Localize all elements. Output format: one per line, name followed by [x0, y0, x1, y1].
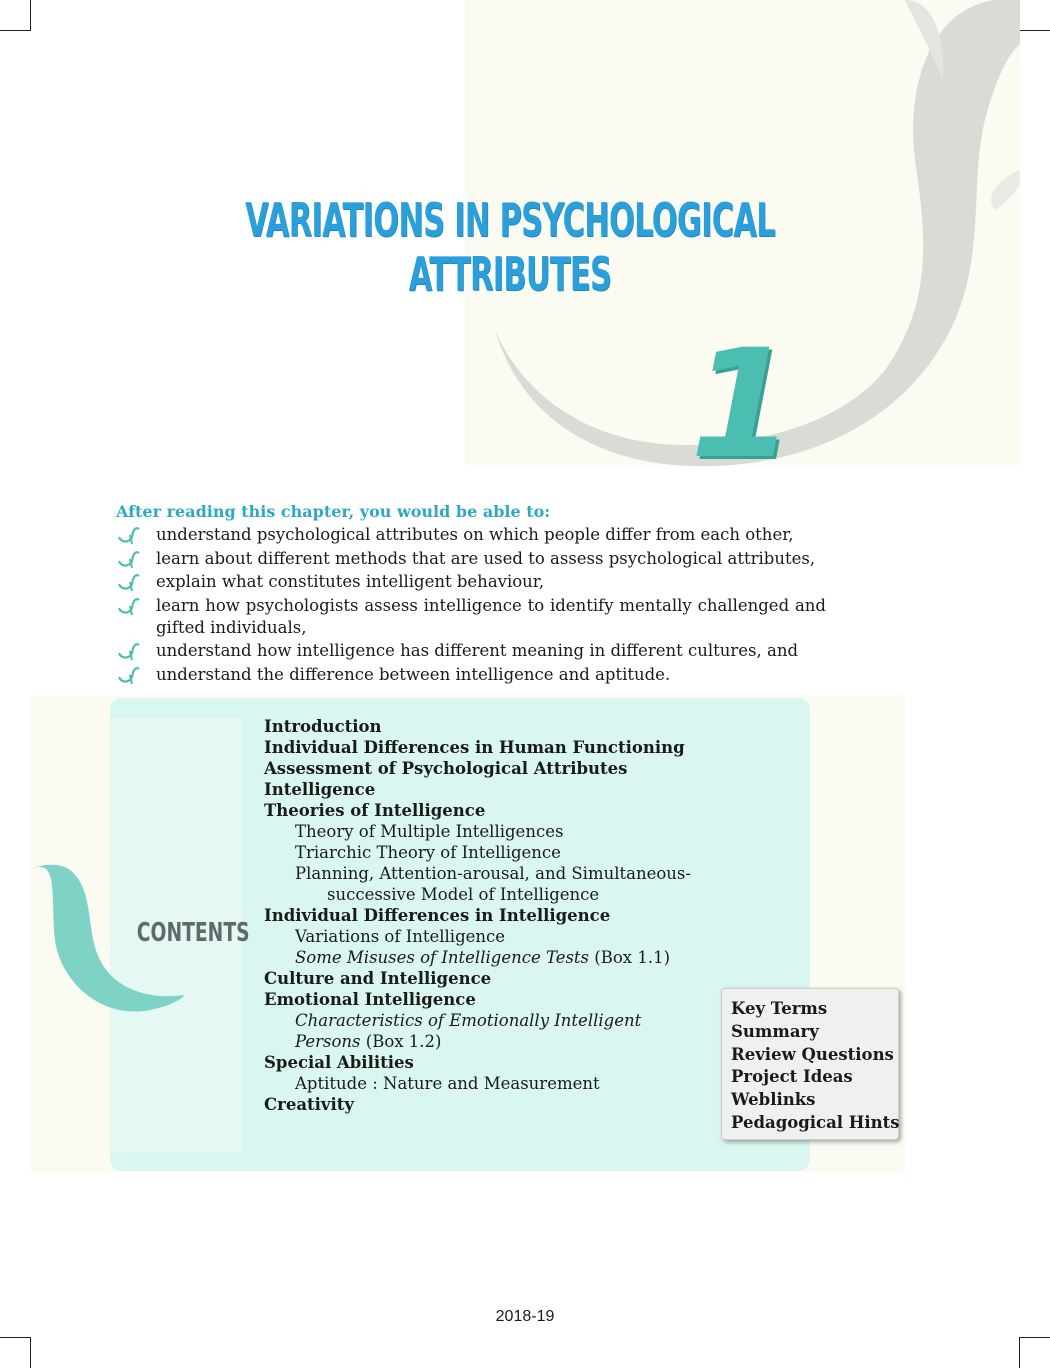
crop-mark-bottom-left [0, 1337, 31, 1368]
swirl-bullet-icon [118, 667, 140, 685]
end-matter-item[interactable]: Review Questions [731, 1044, 894, 1064]
objective-text: learn about different methods that are used to assess psychological attributes, [156, 548, 816, 568]
objective-item [116, 524, 826, 546]
crop-mark-top-right [1019, 0, 1050, 31]
swirl-bullet-icon [118, 643, 140, 661]
table-of-contents [264, 716, 724, 1115]
toc-item[interactable]: Creativity [264, 1095, 354, 1114]
toc-subitem-continued[interactable]: successive Model of Intelligence [327, 885, 600, 904]
swirl-bullet-icon [118, 551, 140, 569]
crop-mark-bottom-right [1019, 1337, 1050, 1368]
toc-item[interactable]: Introduction [264, 717, 382, 736]
toc-item[interactable]: Emotional Intelligence [264, 990, 476, 1009]
objectives-list [116, 524, 826, 687]
toc-item[interactable]: Culture and Intelligence [264, 969, 492, 988]
crop-mark-top-left [0, 0, 31, 31]
toc-box-ref: (Box 1.1) [589, 948, 671, 967]
toc-subitem[interactable]: Variations of Intelligence [295, 927, 506, 946]
objective-text: understand the difference between intelligence and aptitude. [156, 664, 671, 684]
end-matter-box [721, 988, 899, 1140]
end-matter-item[interactable]: Pedagogical Hints [731, 1112, 900, 1132]
objective-text: learn how psychologists assess intelligence to identify mentally challenged and gifted individuals, [156, 595, 826, 637]
toc-box-ref: (Box 1.2) [360, 1032, 442, 1051]
objective-item [116, 664, 826, 686]
toc-box-title: Persons [295, 1032, 361, 1051]
end-matter-item[interactable]: Project Ideas [731, 1067, 853, 1087]
toc-subitem[interactable]: Triarchic Theory of Intelligence [295, 843, 561, 862]
toc-subitem[interactable]: Planning, Attention-arousal, and Simultaneous- [295, 864, 691, 883]
objectives-heading: After reading this chapter, you would be able to: [116, 502, 551, 521]
toc-item[interactable]: Assessment of Psychological Attributes [264, 759, 628, 778]
toc-item[interactable]: Individual Differences in Human Functioning [264, 738, 685, 757]
toc-item[interactable]: Individual Differences in Intelligence [264, 906, 611, 925]
toc-box-item[interactable]: Characteristics of Emotionally Intelligent [295, 1011, 642, 1030]
objective-item [116, 640, 826, 662]
end-matter-item[interactable]: Key Terms [731, 999, 828, 1018]
chapter-title: VARIATIONS IN PSYCHOLOGICAL ATTRIBUTES [245, 193, 775, 301]
objective-item [116, 548, 826, 570]
swirl-bullet-icon [118, 574, 140, 592]
end-matter-item[interactable]: Weblinks [731, 1090, 816, 1110]
toc-box-title: Some Misuses of Intelligence Tests [295, 948, 590, 967]
toc-item[interactable]: Theories of Intelligence [264, 801, 486, 820]
chapter-number: 1 [690, 318, 795, 492]
toc-box-item[interactable] [264, 947, 724, 968]
objective-text: understand psychological attributes on which people differ from each other, [156, 525, 794, 544]
objective-item [116, 571, 826, 593]
end-matter-item[interactable]: Summary [731, 1021, 819, 1041]
toc-item[interactable]: Intelligence [264, 780, 376, 799]
footer-year: 2018-19 [495, 1308, 555, 1325]
contents-label: CONTENTS [136, 918, 250, 948]
objective-text: understand how intelligence has different meaning in different cultures, and [156, 641, 799, 660]
objective-text: explain what constitutes intelligent behaviour, [156, 572, 545, 591]
objective-item [116, 595, 826, 639]
toc-subitem[interactable]: Aptitude : Nature and Measurement [295, 1074, 600, 1093]
toc-box-item-continued[interactable] [264, 1031, 724, 1052]
swirl-bullet-icon [118, 527, 140, 545]
toc-item[interactable]: Special Abilities [264, 1053, 414, 1072]
toc-subitem[interactable]: Theory of Multiple Intelligences [295, 822, 564, 841]
swirl-bullet-icon [118, 598, 140, 616]
